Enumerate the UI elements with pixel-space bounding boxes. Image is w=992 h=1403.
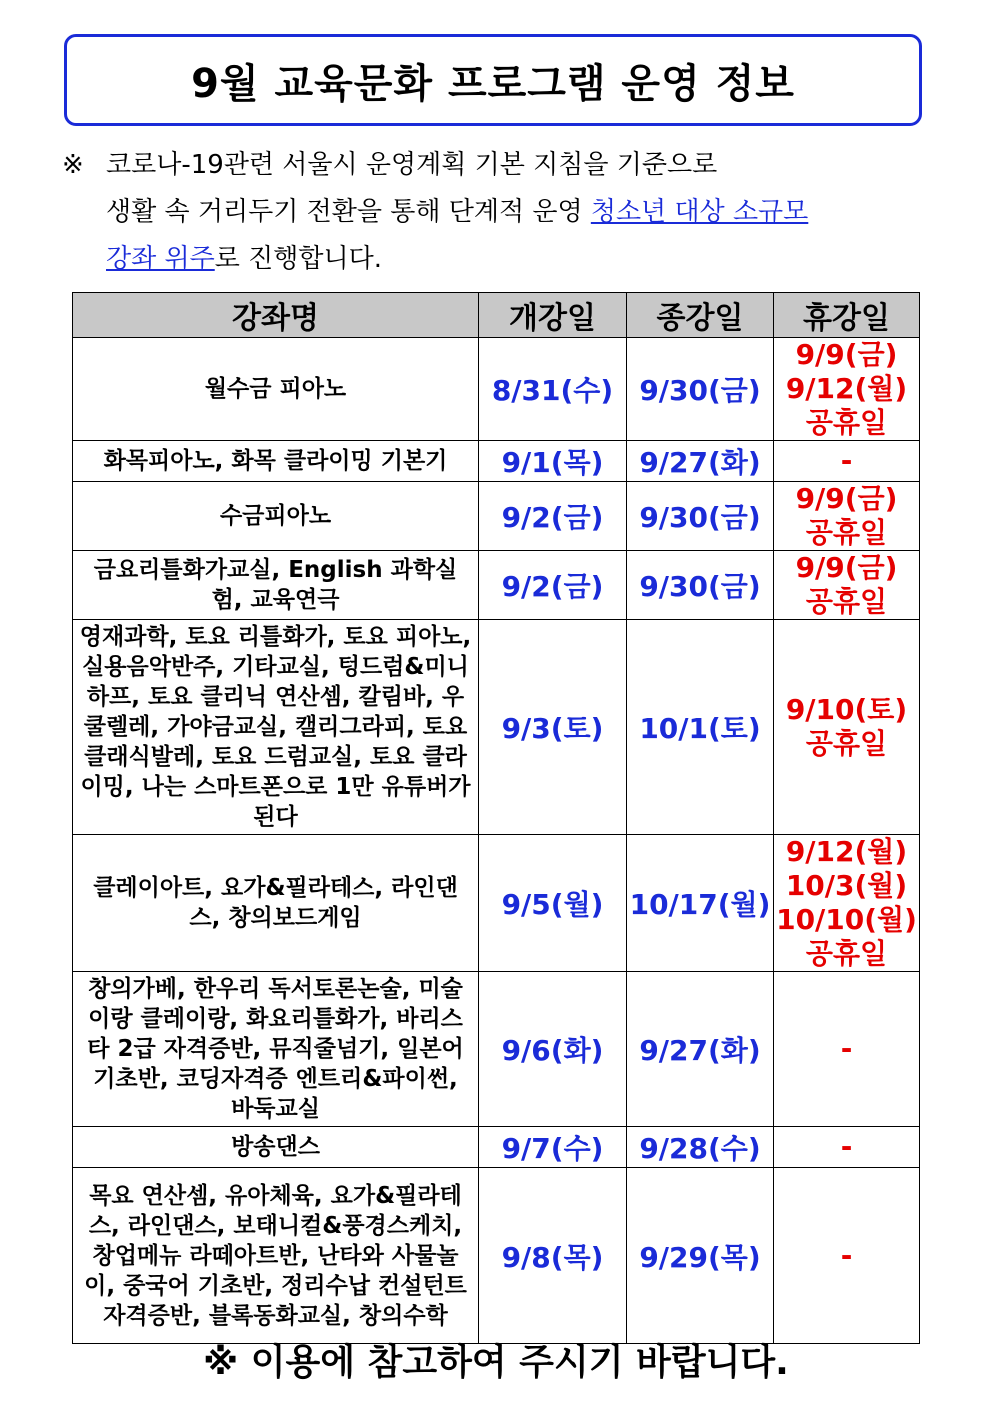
- reference-mark: ※: [62, 150, 84, 180]
- start-date-cell: 8/31(수): [479, 338, 627, 441]
- off-date-line: 10/10(월): [776, 903, 917, 936]
- course-name-cell: 창의가베, 한우리 독서토론논술, 미술이랑 클레이랑, 화요리틀화가, 바리스타 2급 자격증반, 뮤직줄넘기, 일본어 기초반, 코딩자격증 엔트리&파이썬, 바둑교실: [73, 972, 479, 1127]
- table-row: [73, 551, 920, 620]
- notice-text-3: 로 진행합니다.: [214, 244, 382, 274]
- off-date-line: 9/12(월): [785, 835, 908, 868]
- table-header-row: [73, 293, 920, 338]
- start-date-cell: 9/1(목): [479, 441, 627, 482]
- off-date-cell: [774, 338, 920, 441]
- notice-line-1: [62, 142, 922, 189]
- header-start-date: 개강일: [479, 293, 627, 338]
- notice-highlight-1: 청소년 대상 소규모: [590, 197, 809, 227]
- schedule-table: [72, 292, 920, 1344]
- title-box: [64, 34, 922, 126]
- off-date-line: -: [840, 1032, 853, 1065]
- start-date-cell: 9/5(월): [479, 835, 627, 972]
- start-date-cell: 9/2(금): [479, 482, 627, 551]
- course-name-cell: 금요리틀화가교실, English 과학실험, 교육연극: [73, 551, 479, 620]
- start-date-cell: 9/3(토): [479, 620, 627, 835]
- table-body: [73, 338, 920, 1344]
- end-date-cell: 9/27(화): [627, 441, 774, 482]
- off-date-cell: [774, 482, 920, 551]
- course-name-cell: 수금피아노: [73, 482, 479, 551]
- off-date-line: 공휴일: [805, 516, 888, 549]
- notice-highlight-2: 강좌 위주: [106, 244, 215, 274]
- footer-note: ※ 이용에 참고하여 주시기 바랍니다.: [203, 1342, 789, 1383]
- notice-line-3: [62, 236, 922, 283]
- course-name-cell: 화목피아노, 화목 클라이밍 기본기: [73, 441, 479, 482]
- notice-line-2: [62, 189, 922, 236]
- course-name-cell: 영재과학, 토요 리틀화가, 토요 피아노, 실용음악반주, 기타교실, 텅드럼&미니하프, 토요 클리닉 연산셈, 칼림바, 우쿨렐레, 가야금교실, 캘리그라피, 토요 클래식발레, 토요 드럼교실, 토요 클라이밍, 나는 스마트폰으로 1만 유튜버가 된다: [73, 620, 479, 835]
- table-row: [73, 1127, 920, 1168]
- course-name-cell: 월수금 피아노: [73, 338, 479, 441]
- table-row: [73, 1168, 920, 1344]
- end-date-cell: 10/1(토): [627, 620, 774, 835]
- off-date-line: 공휴일: [805, 585, 888, 618]
- off-date-line: 9/9(금): [795, 482, 898, 515]
- off-date-line: -: [840, 1238, 853, 1272]
- off-date-cell: [774, 972, 920, 1127]
- off-date-cell: [774, 1168, 920, 1344]
- off-date-line: 9/10(토): [785, 693, 908, 726]
- table-row: [73, 835, 920, 972]
- start-date-cell: 9/6(화): [479, 972, 627, 1127]
- header-end-date: 종강일: [627, 293, 774, 338]
- off-date-line: 공휴일: [805, 727, 888, 760]
- off-date-cell: [774, 835, 920, 972]
- off-date-line: -: [840, 1130, 853, 1163]
- page-title: 9월 교육문화 프로그램 운영 정보: [191, 60, 795, 107]
- end-date-cell: 9/29(목): [627, 1168, 774, 1344]
- end-date-cell: 10/17(월): [627, 835, 774, 972]
- header-off-date: 휴강일: [774, 293, 920, 338]
- off-date-line: 공휴일: [805, 937, 888, 970]
- table-row: [73, 441, 920, 482]
- start-date-cell: 9/8(목): [479, 1168, 627, 1344]
- end-date-cell: 9/30(금): [627, 338, 774, 441]
- end-date-cell: 9/28(수): [627, 1127, 774, 1168]
- start-date-cell: 9/2(금): [479, 551, 627, 620]
- course-name-cell: 클레이아트, 요가&필라테스, 라인댄스, 창의보드게임: [73, 835, 479, 972]
- table-row: [73, 620, 920, 835]
- off-date-line: 9/9(금): [795, 551, 898, 584]
- off-date-line: 9/12(월): [785, 372, 908, 405]
- off-date-cell: [774, 620, 920, 835]
- off-date-cell: [774, 551, 920, 620]
- off-date-line: 9/9(금): [795, 338, 898, 371]
- table-row: [73, 338, 920, 441]
- header-course-name: 강좌명: [73, 293, 479, 338]
- end-date-cell: 9/27(화): [627, 972, 774, 1127]
- end-date-cell: 9/30(금): [627, 482, 774, 551]
- off-date-line: 10/3(월): [785, 869, 908, 902]
- off-date-line: -: [840, 444, 853, 477]
- table-row: [73, 482, 920, 551]
- course-name-cell: 방송댄스: [73, 1127, 479, 1168]
- off-date-line: 공휴일: [805, 406, 888, 439]
- table-row: [73, 972, 920, 1127]
- notice-text-1: 코로나-19관련 서울시 운영계획 기본 지침을 기준으로: [106, 150, 718, 180]
- start-date-cell: 9/7(수): [479, 1127, 627, 1168]
- course-name-cell: 목요 연산셈, 유아체육, 요가&필라테스, 라인댄스, 보태니컬&풍경스케치, 창업메뉴 라떼아트반, 난타와 사물놀이, 중국어 기초반, 정리수납 컨설턴트 자격증반, 블록동화교실, 창의수학: [73, 1168, 479, 1344]
- off-date-cell: [774, 1127, 920, 1168]
- notice: [62, 142, 922, 283]
- end-date-cell: 9/30(금): [627, 551, 774, 620]
- notice-text-2: 생활 속 거리두기 전환을 통해 단계적 운영: [106, 197, 591, 227]
- off-date-cell: [774, 441, 920, 482]
